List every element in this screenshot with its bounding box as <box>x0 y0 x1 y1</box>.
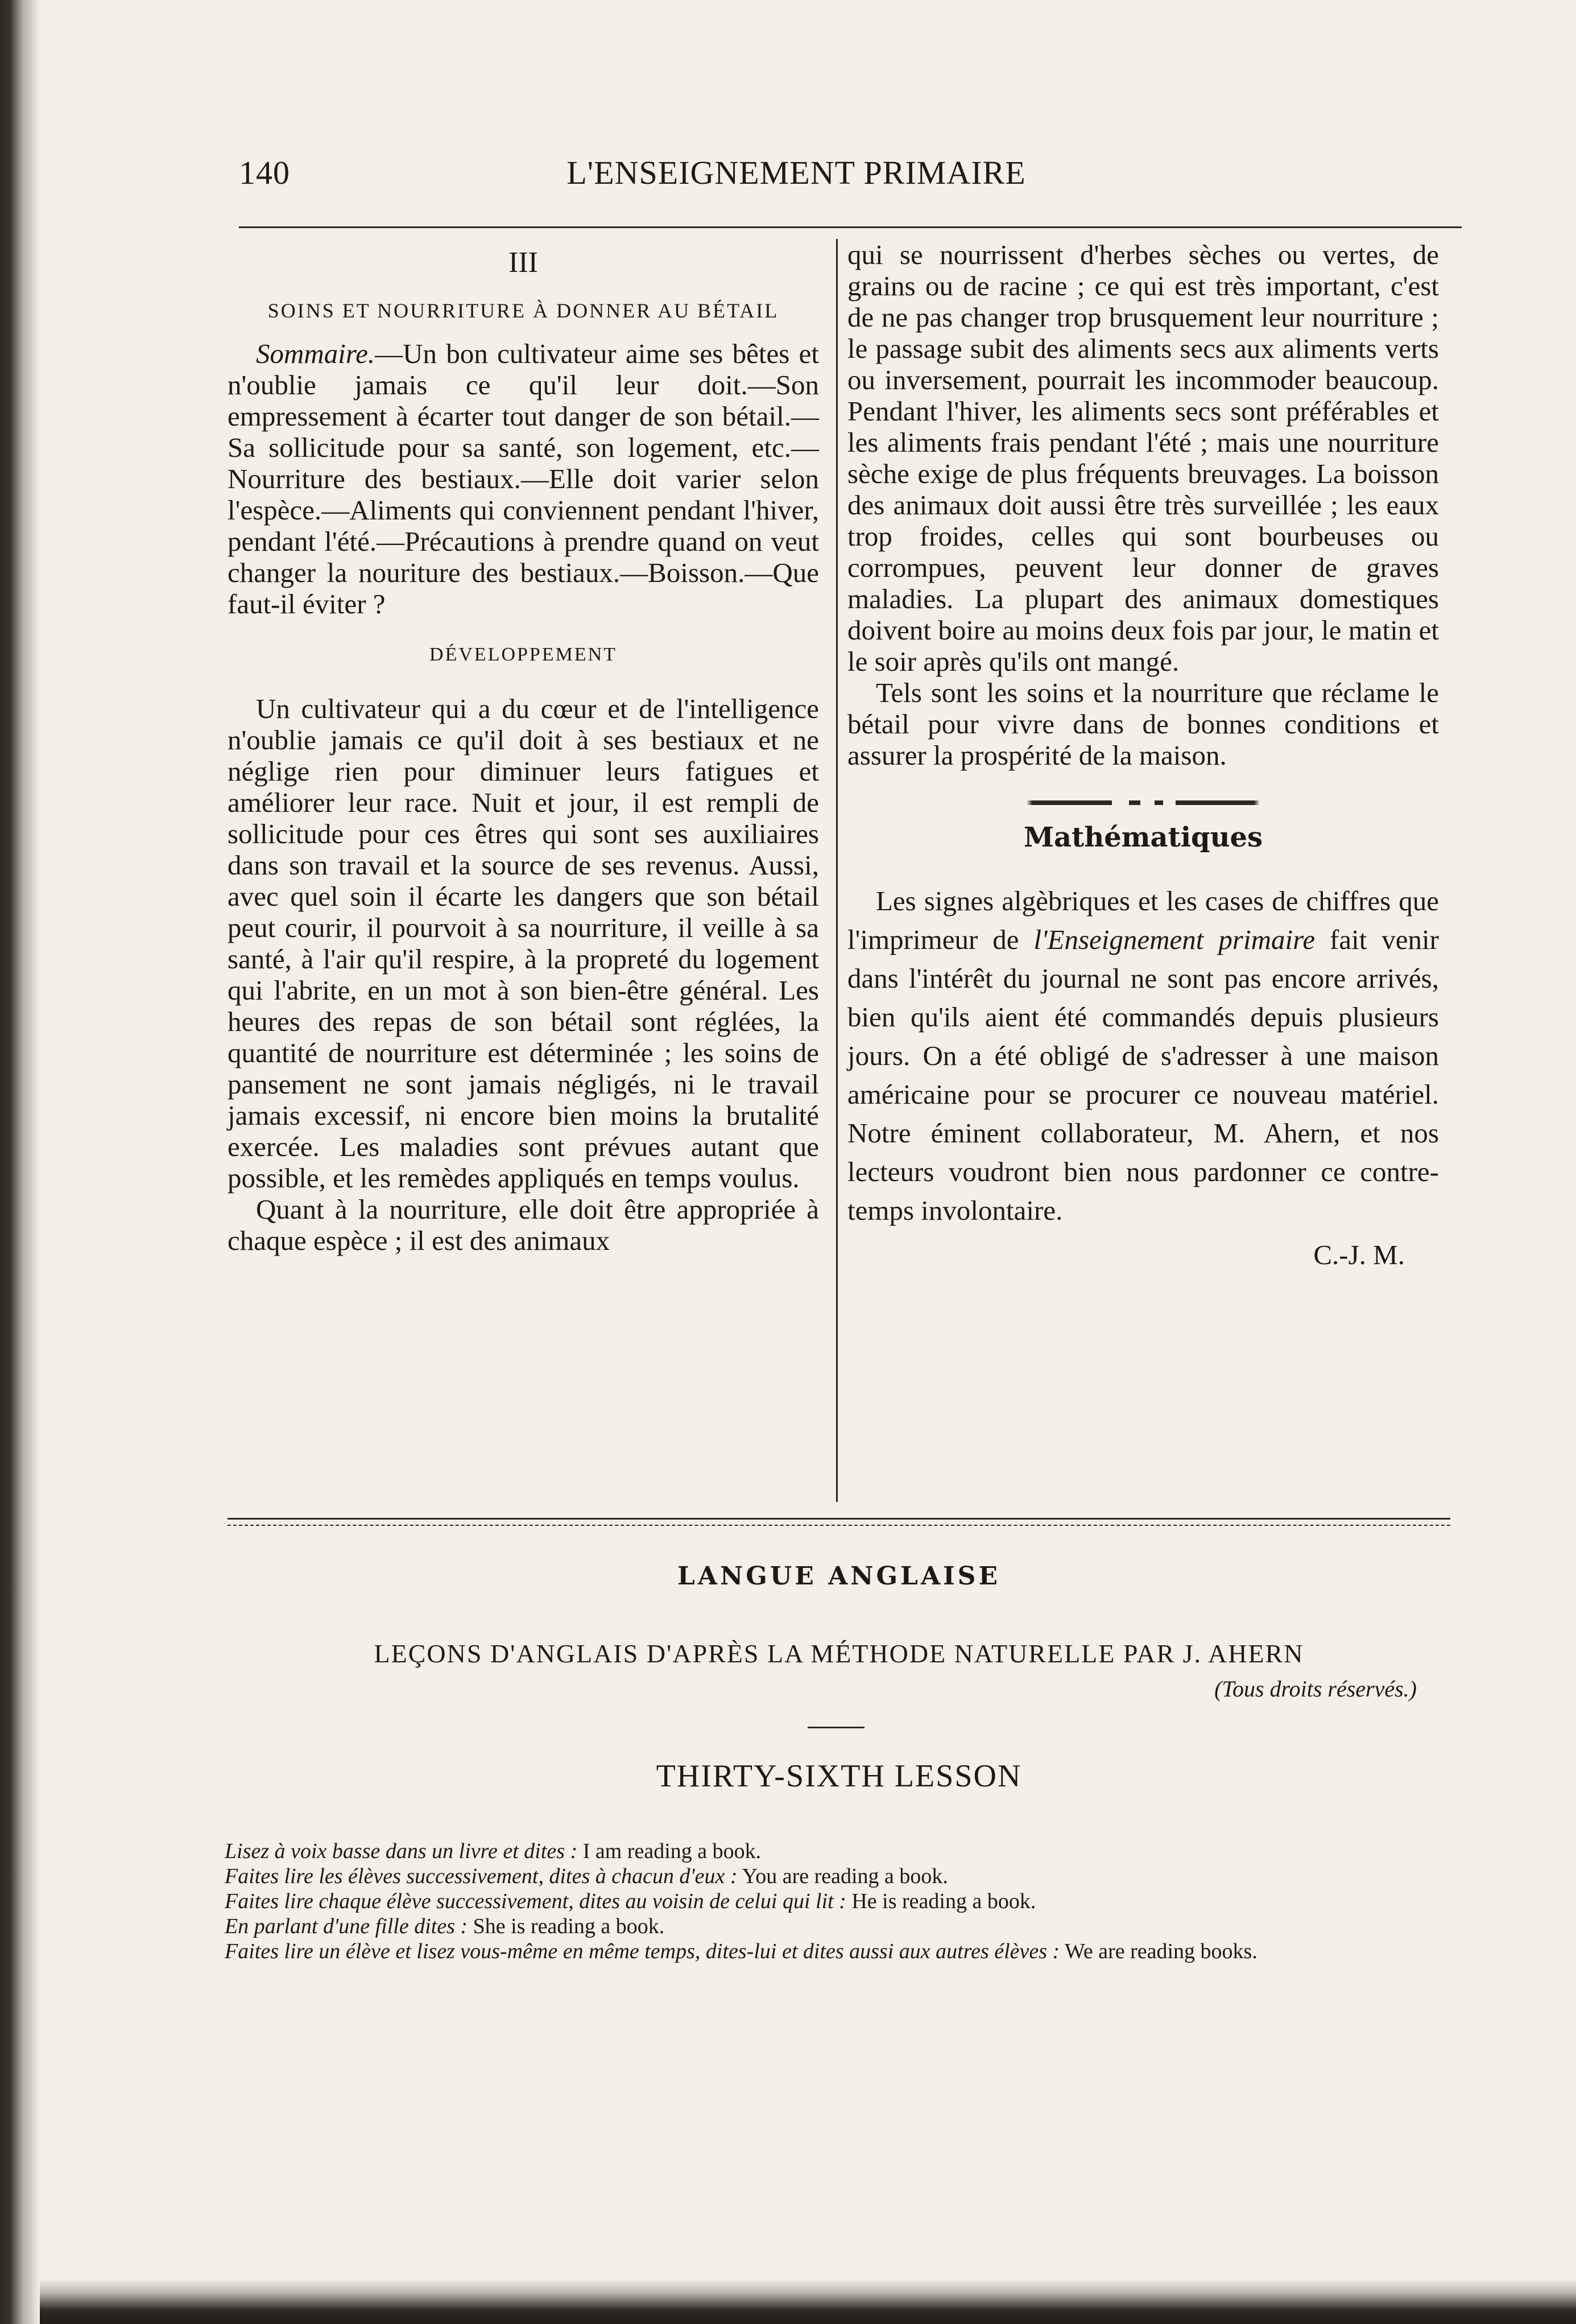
exercise-line <box>225 1914 1430 1939</box>
exercise-instruction: En parlant d'une fille dites : <box>225 1914 468 1938</box>
section-separator-dashed <box>227 1525 1450 1526</box>
math-text-start: Les signes algèbriques et les cases de chiffres que l'imprimeur de <box>847 885 1439 955</box>
exercise-english: I am reading a book. <box>577 1839 762 1863</box>
development-paragraph-2: Quant à la nourriture, elle doit être appropriée à chaque espèce ; il est des animaux <box>227 1194 819 1256</box>
development-paragraph-1: Un cultivateur qui a du cœur et de l'intelligence n'oublie jamais ce qu'il doit à ses bestiaux et ne néglige rien pour diminuer leurs fatigues et améliorer leur race. Nuit et jour, il est rempli de sollicitude pour ces êtres qui sont ses auxiliaires dans son travail et la source de ses revenus. Aussi, avec quel soin il écarte les dangers que son bétail peut courir, il pourvoit à sa nourriture, il veille à sa santé, à l'air qu'il respire, à la propreté du logement qui l'abrite, en un mot à son bien-être général. Les heures des repas de son bétail sont réglées, la quantité de nourriture est déterminée ; les soins de pansement ne sont jamais négligés, ni le travail jamais excessif, ni encore bien moins la brutalité exercée. Les maladies sont prévues autant que possible, et les remèdes appliqués en temps voulus. <box>227 693 819 1194</box>
exercise-english: You are reading a book. <box>737 1864 948 1888</box>
column-divider <box>836 239 838 1502</box>
closing-paragraph: Tels sont les soins et la nourriture que réclame le bétail pour vivre dans de bonnes conditions et assurer la prospérité de la maison. <box>847 677 1439 771</box>
journal-name: l'Enseignement primaire <box>1033 924 1316 955</box>
sommaire-text: —Un bon cultivateur aime ses bêtes et n'oublie jamais ce qu'il leur doit.—Son empressement à écarter tout danger de son bétail.—Sa sollicitude pour sa santé, son logement, etc.—Nourriture des bestiaux.—Elle doit varier selon l'espèce.—Aliments qui conviennent pendant l'hiver, pendant l'été.—Précautions à prendre quand on veut changer la nouriture des bestiaux.—Boisson.—Que faut-il éviter ? <box>227 338 819 620</box>
header-rule <box>239 226 1462 228</box>
exercise-english: He is reading a book. <box>846 1889 1036 1913</box>
development-heading: DÉVELOPPEMENT <box>429 644 617 665</box>
exercise-line <box>225 1839 1430 1864</box>
rights-note: (Tous droits réservés.) <box>1214 1676 1417 1702</box>
section-separator-rule <box>227 1518 1450 1520</box>
left-column <box>227 239 819 1256</box>
exercise-instruction: Lisez à voix basse dans un livre et dites : <box>225 1839 578 1863</box>
scan-edge-left <box>0 0 40 2324</box>
right-column <box>847 239 1439 1270</box>
exercise-instruction: Faites lire chaque élève successivement, dites au voisin de celui qui lit : <box>225 1889 846 1913</box>
dash-ornament <box>1027 800 1260 805</box>
exercise-line <box>225 1939 1430 1964</box>
english-section-title: LANGUE ANGLAISE <box>677 1562 1000 1591</box>
lesson-heading: THIRTY-SIXTH LESSON <box>656 1759 1022 1794</box>
exercise-line <box>225 1889 1430 1914</box>
scan-edge-bottom <box>40 2278 1576 2324</box>
short-rule <box>808 1727 864 1728</box>
math-paragraph <box>847 882 1439 1230</box>
exercise-instruction: Faites lire un élève et lisez vous-même en même temps, dites-lui et dites aussi aux autres élèves : <box>225 1939 1060 1963</box>
exercise-line <box>225 1864 1430 1889</box>
section-title: SOINS ET NOURRITURE À DONNER AU BÉTAIL <box>267 299 779 322</box>
sommaire-label: Sommaire. <box>256 338 375 369</box>
running-title: L'ENSEIGNEMENT PRIMAIRE <box>566 154 1026 191</box>
exercise-instruction: Faites lire les élèves successivement, dites à chacun d'eux : <box>225 1864 738 1888</box>
sommaire-paragraph <box>227 338 819 620</box>
page-header <box>239 154 1354 205</box>
lessons-title: LEÇONS D'ANGLAIS D'APRÈS LA MÉTHODE NATURELLE PAR J. AHERN <box>374 1639 1304 1668</box>
continuation-paragraph: qui se nourrissent d'herbes sèches ou vertes, de grains ou de racine ; ce qui est très important, c'est de ne pas changer trop brusquement leur nourriture ; le passage subit des aliments secs aux aliments verts ou inversement, pourrait les incommoder beaucoup. Pendant l'hiver, les aliments secs sont préférables et les aliments frais pendant l'été ; mais une nourriture sèche exige de plus fréquents breuvages. La boisson des animaux doit aussi être très surveillée ; les eaux trop froides, celles qui sont bourbeuses ou corrompues, peuvent leur donner de graves maladies. La plupart des animaux domestiques doivent boire au moins deux fois par jour, le matin et le soir après qu'ils ont mangé. <box>847 239 1439 677</box>
exercise-list <box>225 1839 1430 1964</box>
signature: C.-J. M. <box>1313 1239 1405 1270</box>
section-numeral: III <box>508 246 538 279</box>
exercise-english: We are reading books. <box>1060 1939 1258 1963</box>
math-text-end: fait venir dans l'intérêt du journal ne sont pas encore arrivés, bien qu'ils aient été commandés depuis plusieurs jours. On a été obligé de s'adresser à une maison américaine pour se procurer ce nouveau matériel. Notre éminent collaborateur, M. Ahern, et nos lecteurs voudront bien nous pardonner ce contre-temps involontaire. <box>847 924 1439 1226</box>
page-number: 140 <box>239 154 290 191</box>
math-title: Mathématiques <box>1023 822 1263 853</box>
exercise-english: She is reading a book. <box>468 1914 665 1938</box>
